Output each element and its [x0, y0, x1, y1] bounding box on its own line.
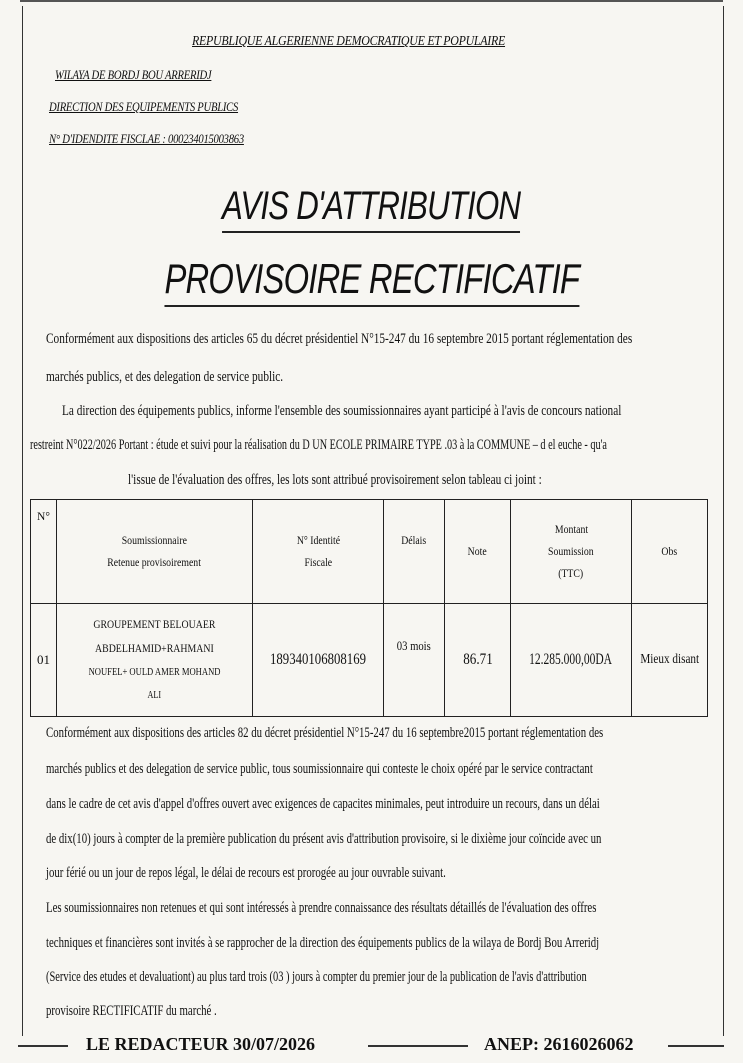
footer-rule-left: [18, 1045, 68, 1047]
fiscal-id-heading: N° D'IDENDITE FISCLAE : 000234015003863: [49, 132, 244, 146]
body-line-5: jour férié ou un jour de repos légal, le délai de recours est prorogée au jour ouvrable suivant.: [46, 865, 446, 881]
body-line-6: Les soumissionnaires non retenues et qui sont intéressés à prendre connaissance des résultats détaillés de l'évaluation des offres: [46, 900, 597, 916]
footer-rule-middle: [368, 1045, 468, 1047]
header-num: N°: [31, 500, 57, 603]
republic-heading: REPUBLIQUE ALGERIENNE DEMOCRATIQUE ET POPULAIRE: [192, 34, 506, 49]
header-bidder: Soumissionnaire Retenue provisoirement: [57, 500, 253, 603]
body-line-1: Conformément aux dispositions des articles 82 du décret présidentiel N°15-247 du 16 septembre2015 portant réglementation des: [46, 725, 604, 741]
body-line-4: de dix(10) jours à compter de la première publication du présent avis d'attribution provisoire, si le dixième jour coïncide avec un: [46, 831, 602, 847]
intro-p2-line1: La direction des équipements publics, informe l'ensemble des soumissionnaires ayant participé à l'avis de concours national: [62, 403, 622, 419]
body-line-8: (Service des etudes et devaluationt) au plus tard trois (03 ) jours à compter du premier jour de la publication de l'avis d'attribution: [46, 969, 587, 985]
title-line-2: PROVISOIRE RECTIFICATIF: [0, 255, 743, 307]
header-delay: Délais: [384, 500, 445, 603]
header-obs: Obs: [661, 545, 678, 558]
row-bidder: GROUPEMENT BELOUAER ABDELHAMID+RAHMANI NOUFEL+ OULD AMER MOHAND ALI: [57, 603, 253, 716]
header-nif: N° Identité Fiscale: [253, 500, 384, 603]
intro-p2-line3: l'issue de l'évaluation des offres, les lots sont attribué provisoirement selon tableau ci joint :: [128, 472, 542, 488]
row-nif: 189340106808169: [253, 603, 384, 716]
body-line-7: techniques et financières sont invités à se rapprocher de la direction des équipements publics de la wilaya de Bordj Bou Arreridj: [46, 935, 600, 951]
footer-anep: ANEP: 2616026062: [484, 1034, 634, 1054]
row-amount: 12.285.000,00DA: [511, 603, 632, 716]
header-note: Note: [445, 500, 511, 603]
row-obs: Mieux disant: [640, 651, 699, 667]
header-amount: Montant Soumission (TTC): [511, 500, 632, 603]
body-line-2: marchés publics et des delegation de service public, tous soumissionnaire qui conteste le choix opéré par le service contractant: [46, 761, 593, 777]
footer-rule-right: [668, 1045, 724, 1047]
title-line-1: AVIS D'ATTRIBUTION: [0, 184, 743, 233]
intro-p1-line1: Conformément aux dispositions des articles 65 du décret présidentiel N°15-247 du 16 septembre 2015 portant réglementation des: [46, 331, 633, 347]
attribution-table: [30, 499, 708, 717]
row-note: 86.71: [445, 603, 511, 716]
row-num: 01: [31, 603, 57, 716]
body-line-9: provisoire RECTIFICATIF du marché .: [46, 1003, 217, 1019]
intro-p2-line2: restreint N°022/2026 Portant : étude et suivi pour la réalisation du D UN ECOLE PRIMAIRE TYPE .03 à la COMMUNE – d el euche - qu'a: [30, 437, 607, 453]
body-line-3: dans le cadre de cet avis d'appel d'offres ouvert avec exigences de capacites minimales, peut introduire un recours, dans un délai: [46, 796, 600, 812]
wilaya-heading: WILAYA DE BORDJ BOU ARRERIDJ: [55, 68, 212, 82]
intro-p1-line2: marchés publics, et des delegation de service public.: [46, 369, 284, 385]
footer-redacteur: LE REDACTEUR 30/07/2026: [86, 1034, 316, 1054]
direction-heading: DIRECTION DES EQUIPEMENTS PUBLICS: [49, 100, 239, 114]
top-border: [20, 0, 723, 2]
row-delay: 03 mois: [384, 603, 445, 716]
